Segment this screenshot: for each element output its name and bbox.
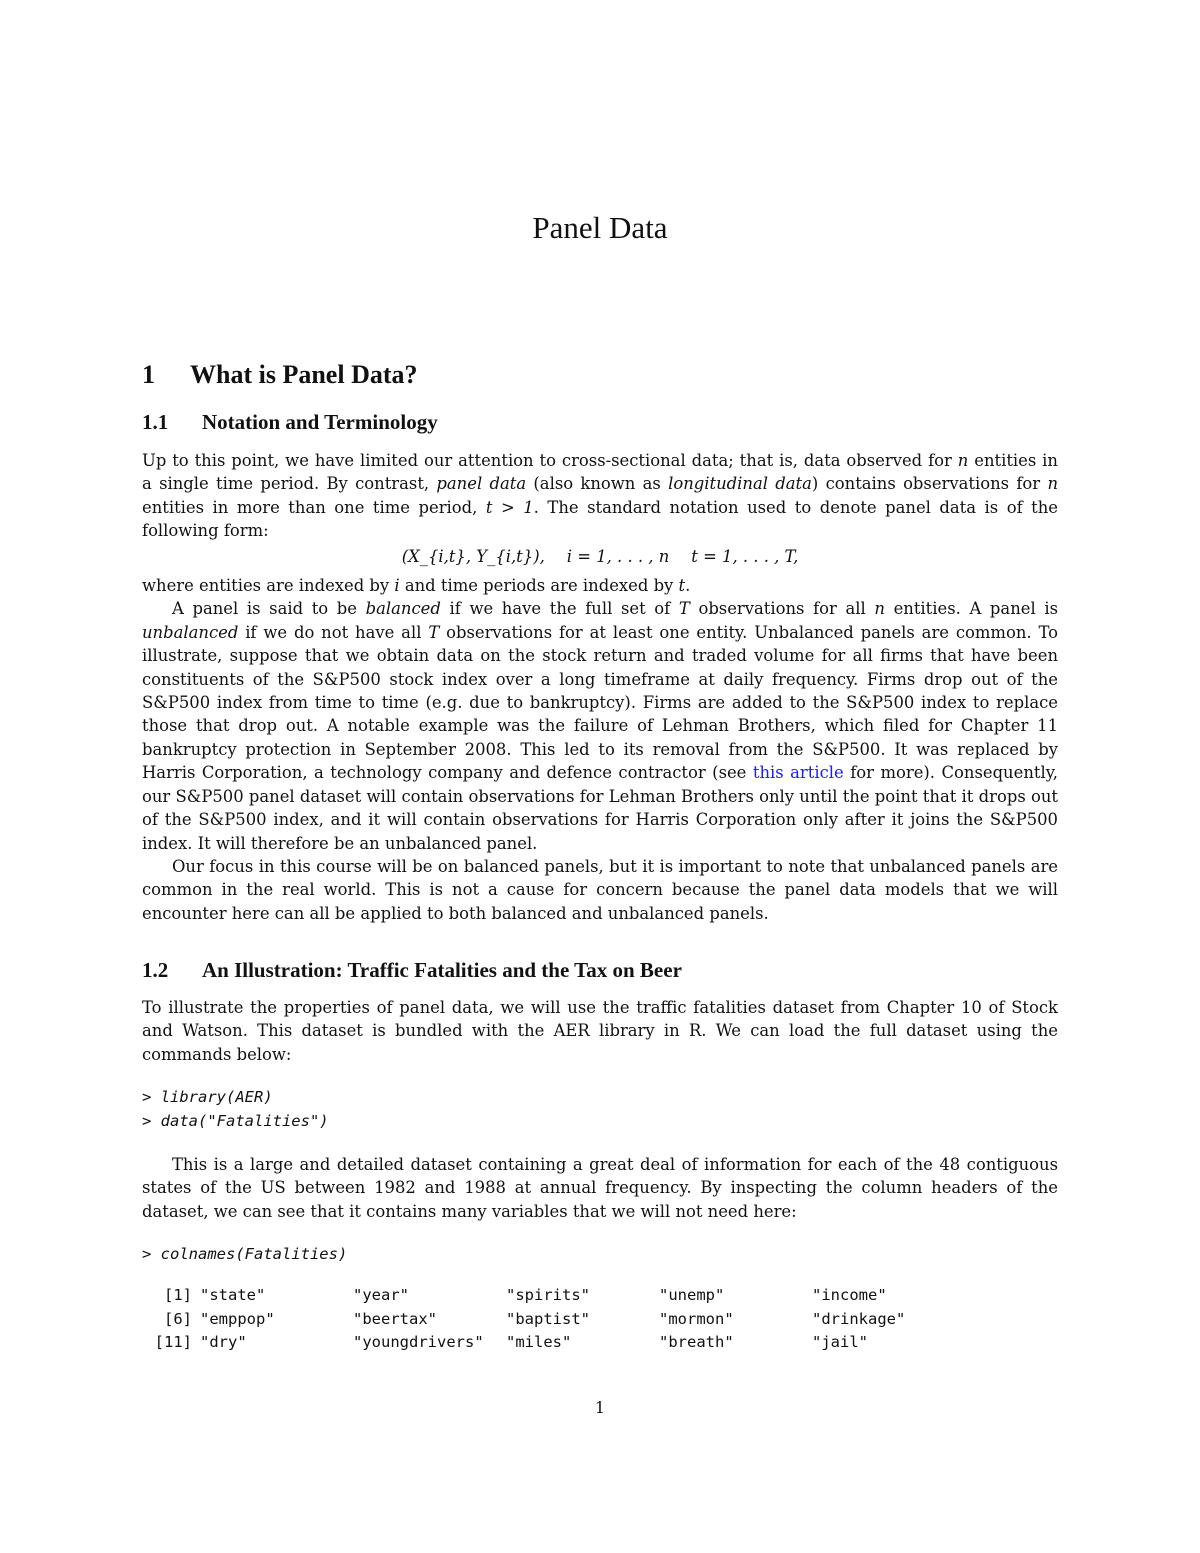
paragraph-indexing: where entities are indexed by i and time periods are indexed by t.	[142, 576, 691, 596]
colnames-output	[142, 1286, 965, 1357]
code-block-load	[142, 1086, 329, 1133]
section-heading-1	[142, 360, 418, 390]
subsection-heading-1-1	[142, 410, 438, 435]
section-1-1-body	[142, 449, 1058, 925]
output-row: [6] "emppop" "beertax" "baptist" "mormon" "drinkage"	[164, 1309, 906, 1328]
paragraph-intro: Up to this point, we have limited our attention to cross-sectional data; that is, data observed for n entities in a single time period. By contrast, panel data (also known as longitudinal data) contains observations for n entities in more than one time period, t > 1. The standard notation used to denote panel data is of the following form:	[142, 451, 1058, 541]
subsection-number: 1.2	[142, 958, 169, 982]
code-line: > library(AER)	[142, 1088, 273, 1106]
section-number: 1	[142, 360, 155, 389]
output-row: [11] "dry" "youngdrivers" "miles" "breath" "jail"	[154, 1333, 868, 1351]
subsection-title: An Illustration: Traffic Fatalities and the Tax on Beer	[202, 958, 682, 982]
code-line: > colnames(Fatalities)	[142, 1245, 348, 1263]
this-article-link[interactable]: this article	[752, 763, 844, 783]
paragraph-focus: Our focus in this course will be on balanced panels, but it is important to note that unbalanced panels are common in the real world. This is not a cause for concern because the panel data models that we will encounter here can all be applied to both balanced and unbalanced panels.	[142, 856, 1058, 923]
page-number: 1	[594, 1398, 606, 1417]
code-block-colnames	[142, 1243, 347, 1267]
subsection-heading-1-2	[142, 958, 682, 983]
panel-notation-equation: (X_{i,t}, Y_{i,t}), i = 1, . . . , n t = 1, . . . , T,	[401, 546, 799, 566]
subsection-title: Notation and Terminology	[202, 410, 438, 434]
paragraph-dataset: This is a large and detailed dataset containing a great deal of information for each of the 48 contiguous states of the US between 1982 and 1988 at annual frequency. By inspecting the column headers of the dataset, we can see that it contains many variables that we will not need here:	[142, 1155, 1058, 1221]
subsection-number: 1.1	[142, 410, 169, 434]
document-title: Panel Data	[532, 210, 668, 245]
section-title: What is Panel Data?	[190, 360, 418, 389]
paragraph-balanced: A panel is said to be balanced if we have the full set of T observations for all n entities. A panel is unbalanced if we do not have all T observations for at least one entity. Unbalanced panels are common. To illustrate, suppose that we obtain data on the stock return and traded volume for all firms that have been constituents of the S&P500 stock index over a long timeframe at daily frequency. Firms drop out of the S&P500 index from time to time (e.g. due to bankruptcy). Firms are added to the S&P500 index to replace those that drop out. A notable example was the failure of Lehman Brothers, which filed for Chapter 11 bankruptcy protection in September 2008. This led to its removal from the S&P500. It was replaced by Harris Corporation, a technology company and defence contractor (see this article for more). Consequently, our S&P500 panel dataset will contain observations for Lehman Brothers only until the point that it drops out of the S&P500 index, and it will contain observations for Harris Corporation only after it joins the S&P500 index. It will therefore be an unbalanced panel.	[142, 599, 1058, 853]
output-row: [1] "state" "year" "spirits" "unemp" "income"	[164, 1286, 887, 1304]
paragraph-illustration: To illustrate the properties of panel data, we will use the traffic fatalities dataset from Chapter 10 of Stock and Watson. This dataset is bundled with the AER library in R. We can load the full dataset using the commands below:	[142, 998, 1058, 1064]
code-line: > data("Fatalities")	[142, 1111, 329, 1130]
